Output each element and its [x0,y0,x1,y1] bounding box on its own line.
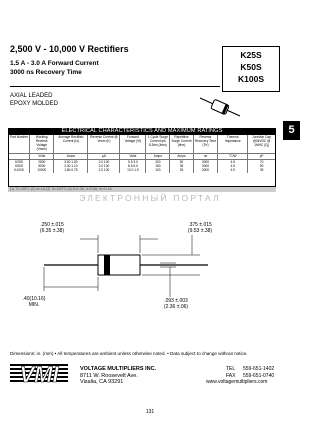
dim-value-mm: (6.35 ±.38) [39,228,65,234]
unit-cell: Amps [146,154,170,160]
table-cell: 3000 [193,160,218,165]
col-header: Repetitive Surge Current (Ifrm) [170,135,193,154]
part-number: K100S [238,74,264,84]
table-cell: 8.5 5.0 [120,164,146,168]
unit-cell: ns [193,154,218,160]
unit-cell: µA [88,154,120,160]
col-header: Reverse Current @ Vrwm (Ir) [88,135,120,154]
table-cell: 50 [259,164,264,169]
table-cell: 3000 [193,164,218,168]
table-cell: K100S [9,168,30,172]
dim-lead-length [10,296,58,308]
address-line: Visalia, CA 93291 [80,379,124,385]
table-cell: 2.0 100 [88,168,120,172]
header-divider [10,86,220,87]
tag-axial: AXIAL LEADED [10,93,53,99]
vmi-logo-icon [10,361,68,387]
table-cell: 35 [170,164,193,168]
part-number: K50S [240,62,262,72]
subtitle-current: 1.5 A - 3.0 A Forward Current [10,60,99,67]
page-subtitle [10,60,99,77]
unit-cell: Volts [30,154,54,160]
col-header: Part Number [9,135,30,154]
svg-text:VMI: VMI [19,362,59,387]
company-contact [206,366,275,386]
table-cell: 10000 [30,168,54,172]
table-cell: 2.00 1.10 [54,164,88,168]
table-cell: 1.80 0.75 [54,168,88,172]
page-title: 2,500 V - 10,000 V Rectifiers [10,44,129,54]
table-cell: 3.00 1.50 [54,160,88,165]
table-cell: 70 [248,160,275,165]
table-cell: K25S [9,160,30,165]
page-number: 131 [145,409,155,415]
unit-cell: Amps [170,154,193,160]
company-logo [10,361,68,387]
col-header: Reverse Recovery Time (Trr) [193,135,218,154]
tag-epoxy: EPOXY MOLDED [10,101,58,107]
table-cell: 4.5 [218,164,248,168]
package-tags [10,92,58,108]
col-header: Junction Cap @5kVDC @ 1MHZ (Cj) [252,135,271,147]
dim-value: .093 ±.003 [164,298,188,304]
table-cell: 5.5 3.0 [120,160,146,165]
table-cell: 13.0 1.5 [120,168,146,172]
website-link[interactable]: www.voltagemultipliers.com [206,379,268,385]
dim-value: .375 ±.015 [188,222,212,228]
part-number-box [222,46,280,92]
table-footnote: (1) TC=55°C (2) Io=1A (3) Tc=100°C (4) If=1.0A, Ir=0.5A, Irr=0.1A [8,187,276,192]
unit-cell: Volts [120,154,146,160]
watermark: ЭЛЕКТРОННЫЙ ПОРТАЛ [79,193,221,203]
table-cell: 2500 [30,160,54,165]
dim-lead-diameter [146,298,206,310]
section-tab: 5 [283,121,300,140]
dim-value-mm: (2.36 ±.06) [163,304,189,310]
unit-cell: Amps [54,154,88,160]
footer-note: Dimensions: in. (mm) • All temperatures are ambient unless otherwise noted. • Data subject to change without notice. [10,351,248,356]
table-cell: 50 [170,160,193,165]
company-address [80,366,156,386]
table-cell: 4.5 [218,160,248,165]
col-header: Average Rectified Current (Io) [54,135,88,154]
col-header: Thermal Impedance [218,135,248,154]
table-cell: 4.5 [218,168,248,172]
table-cell: 200 [146,160,170,165]
subtitle-recovery: 3000 ns Recovery Time [10,68,82,76]
col-header: Forward Voltage (Vf) [120,135,146,154]
dim-value: .250 ±.015 [40,222,64,228]
table-cell: 5000 [30,164,54,168]
company-name: VOLTAGE MULTIPLIERS INC. [80,366,157,372]
table-cell: 2.0 100 [88,164,120,168]
table-cell: K50S [9,164,30,168]
table-cell: 2.0 100 [88,160,120,165]
table-cell: 100 [146,168,170,172]
dim-min: MIN. [28,302,40,308]
dim-body-length [22,222,82,234]
table-row [9,168,275,172]
table-heading: ELECTRICAL CHARACTERISTICS AND MAXIMUM RATINGS [8,128,276,135]
col-header: 1 Cycle Surge Current Ipk 8.3ms (Ifsm) [146,135,170,154]
dim-body-diameter [170,222,230,234]
table-cell: 3000 [193,168,218,172]
dim-value: .40(10.16) [22,296,46,302]
table-cell: 35 [259,168,264,173]
characteristics-table [8,135,276,187]
address-line: 8711 W. Roosevelt Ave. [80,372,138,379]
col-header: Working Reverse Voltage (Vrwm) [30,135,54,154]
tel-number: 559-651-1402 [243,366,275,372]
tel-label: TEL [226,366,236,372]
part-number: K25S [240,50,262,60]
fax-number: 559-651-0740 [243,372,275,379]
unit-cell: pF [248,154,275,160]
fax-label: FAX [226,372,236,379]
table-cell: 150 [146,164,170,168]
table-cell: 25 [170,168,193,172]
dim-value-mm: (9.53 ±.38) [187,228,213,234]
unit-cell: °C/W [218,154,248,160]
diode-illustration [196,94,246,120]
